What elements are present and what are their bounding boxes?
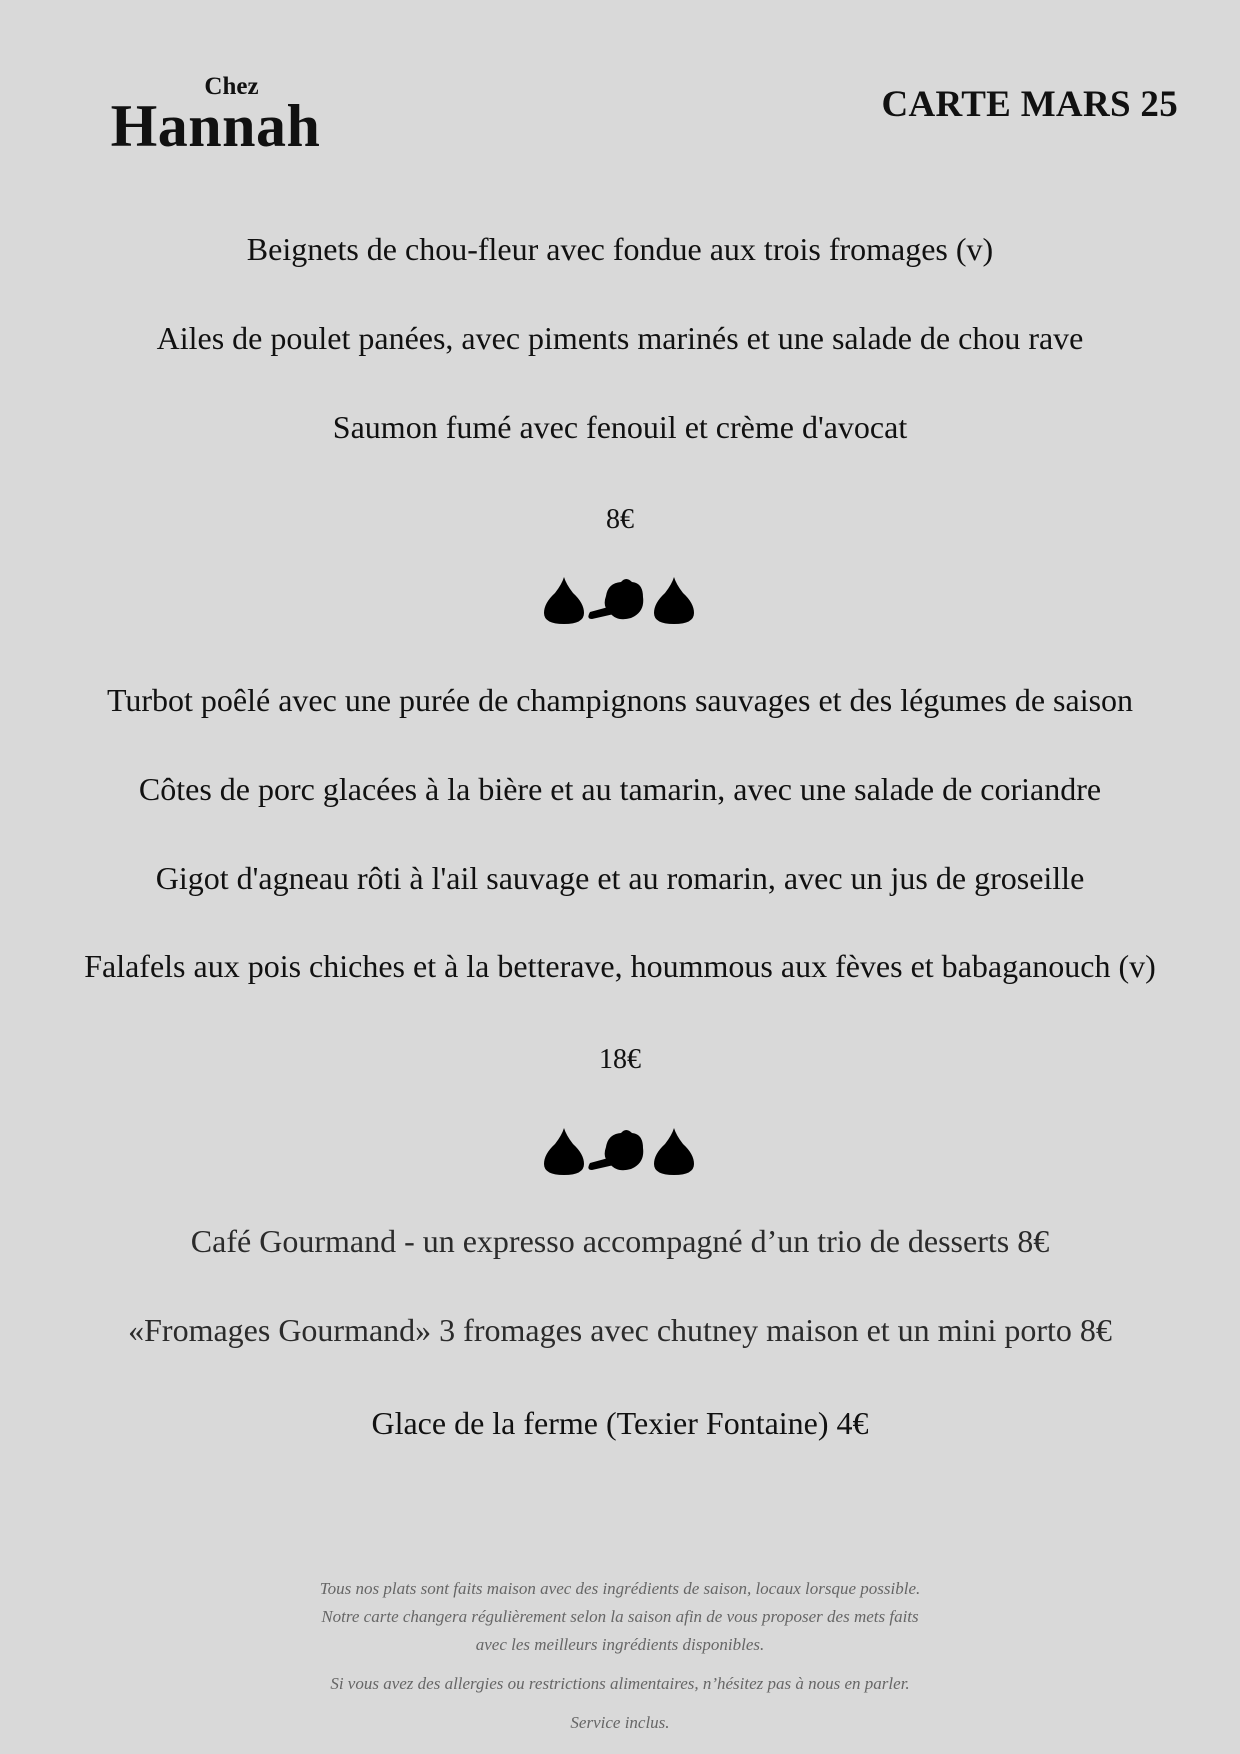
service-note: Service inclus. xyxy=(570,1713,670,1732)
restaurant-logo xyxy=(108,73,323,159)
menu-item-plat: Côtes de porc glacées à la bière et au tamarin, avec une salade de coriandre xyxy=(138,771,1102,807)
garlic-icon xyxy=(542,576,698,626)
menu-item-dessert: «Fromages Gourmand» 3 fromages avec chutney maison et un mini porto 8€ xyxy=(128,1312,1112,1348)
menu-item-dessert: Glace de la ferme (Texier Fontaine) 4€ xyxy=(371,1405,869,1441)
garlic-icon xyxy=(542,1127,698,1177)
menu-title: CARTE MARS 25 xyxy=(881,84,1178,125)
menu-item-entree: Saumon fumé avec fenouil et crème d'avocat xyxy=(332,409,908,445)
allergy-note: Si vous avez des allergies ou restrictions alimentaires, n’hésitez pas à nous en parler. xyxy=(330,1674,910,1693)
footer-note-line: avec les meilleurs ingrédients disponibles. xyxy=(475,1635,765,1654)
menu-item-plat: Falafels aux pois chiches et à la betterave, hoummous aux fèves et babaganouch (v) xyxy=(84,948,1156,984)
logo-hannah: Hannah xyxy=(110,93,321,159)
logo-chez: Chez xyxy=(204,73,259,100)
menu-item-dessert: Café Gourmand - un expresso accompagné d’un trio de desserts 8€ xyxy=(190,1223,1050,1259)
menu-item-plat: Gigot d'agneau rôti à l'ail sauvage et au romarin, avec un jus de groseille xyxy=(155,860,1085,896)
footer-note-line: Notre carte changera régulièrement selon la saison afin de vous proposer des mets faits xyxy=(321,1607,919,1626)
footer-note-line: Tous nos plats sont faits maison avec des ingrédients de saison, locaux lorsque possible. xyxy=(319,1579,921,1598)
menu-item-entree: Ailes de poulet panées, avec piments marinés et une salade de chou rave xyxy=(156,320,1084,356)
entrees-price: 8€ xyxy=(606,504,634,535)
plats-price: 18€ xyxy=(599,1044,641,1075)
menu-item-entree: Beignets de chou-fleur avec fondue aux trois fromages (v) xyxy=(246,231,994,267)
menu-item-plat: Turbot poêlé avec une purée de champignons sauvages et des légumes de saison xyxy=(106,682,1134,718)
